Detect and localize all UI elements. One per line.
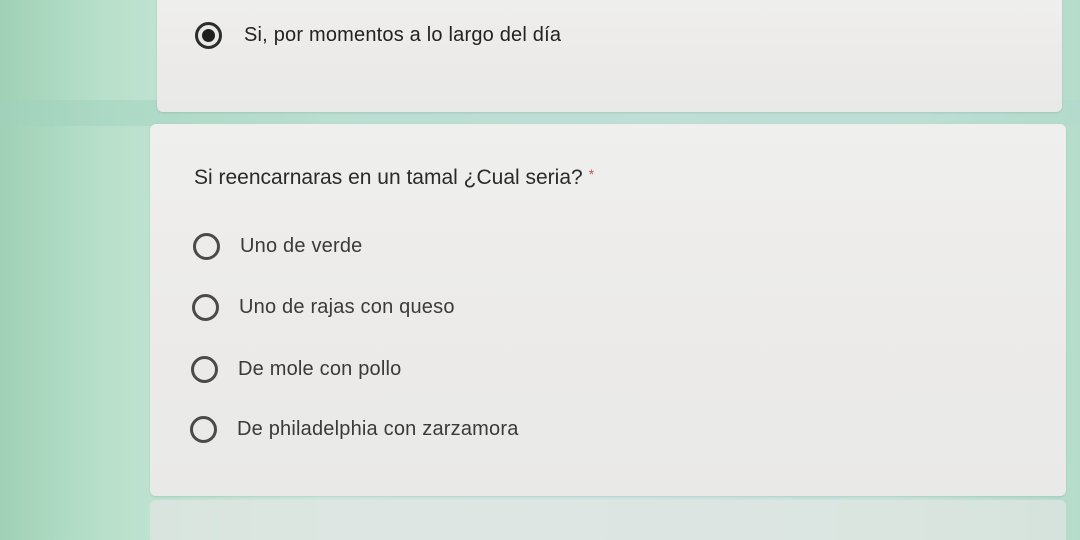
option-label: Uno de verde	[240, 235, 363, 257]
question-text: Si reencarnaras en un tamal ¿Cual seria?	[194, 166, 583, 189]
radio-unchecked-icon[interactable]	[193, 233, 220, 260]
radio-unchecked-icon[interactable]	[190, 416, 217, 443]
option-si-por-momentos[interactable]	[195, 22, 561, 49]
question-title	[194, 166, 594, 190]
next-question-card	[150, 500, 1066, 540]
question-card	[150, 124, 1066, 496]
required-asterisk: *	[588, 166, 595, 182]
radio-selected-icon[interactable]	[195, 22, 222, 49]
option-rajas-con-queso[interactable]	[192, 294, 455, 321]
option-uno-de-verde[interactable]	[193, 233, 362, 260]
option-label: De mole con pollo	[238, 358, 402, 380]
radio-unchecked-icon[interactable]	[192, 294, 219, 321]
previous-question-card	[157, 0, 1062, 112]
option-philadelphia-zarzamora[interactable]	[190, 416, 519, 443]
radio-dot-icon	[202, 29, 215, 42]
option-label: Si, por momentos a lo largo del día	[244, 24, 562, 46]
option-label: Uno de rajas con queso	[239, 296, 455, 318]
radio-unchecked-icon[interactable]	[191, 356, 218, 383]
option-mole-con-pollo[interactable]	[191, 356, 402, 383]
option-label: De philadelphia con zarzamora	[237, 418, 519, 440]
